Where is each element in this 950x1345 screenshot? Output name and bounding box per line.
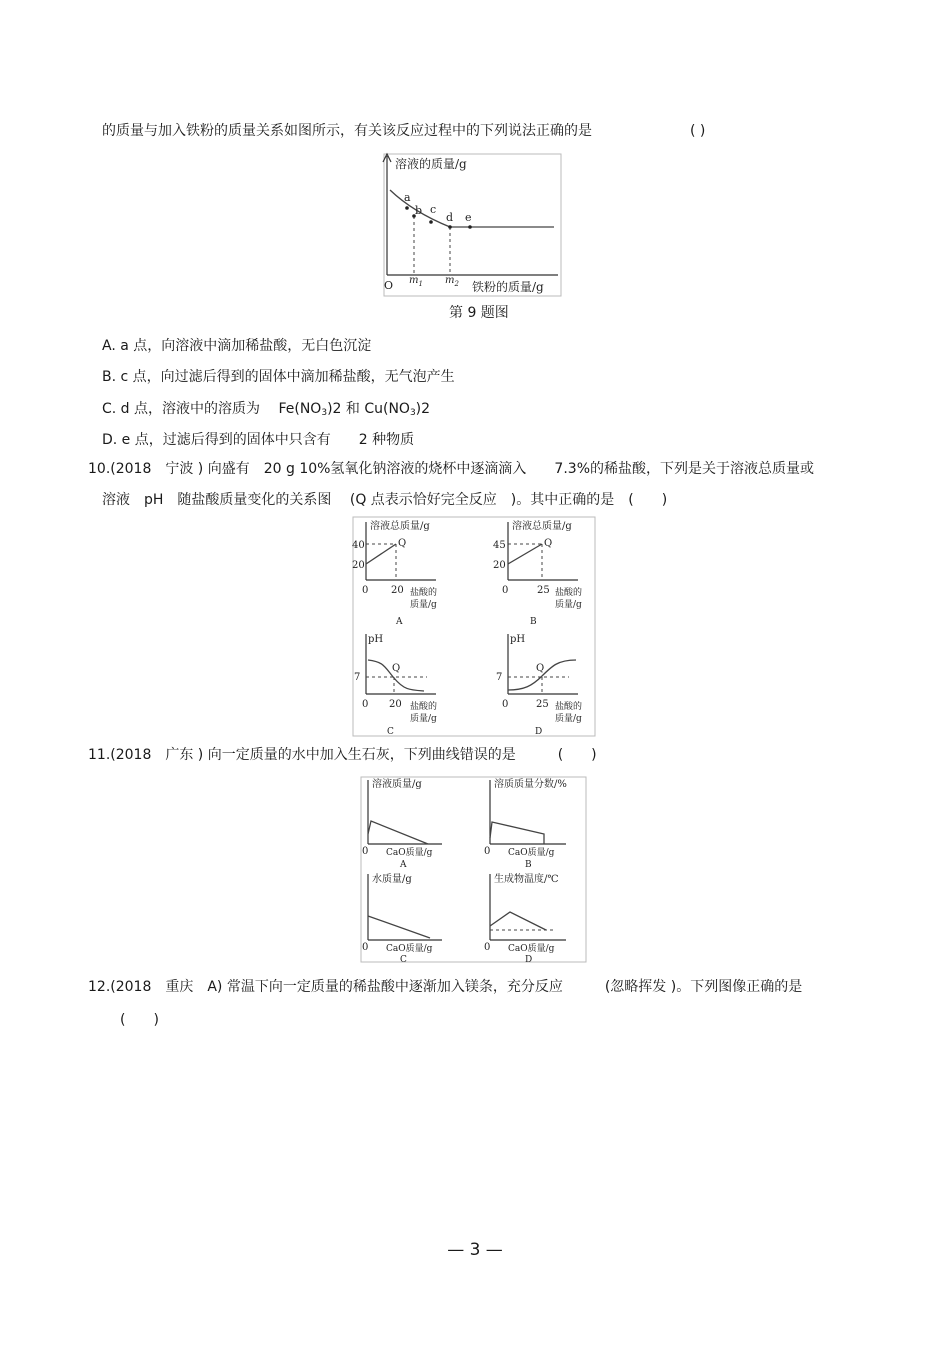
q11-stem: 11.(2018 广东 ) 向一定质量的水中加入生石灰，下列曲线错误的是 ( ) — [88, 747, 597, 763]
q12-stem-line1: 12.(2018 重庆 A) 常温下向一定质量的稀盐酸中逐渐加入镁条，充分反应 (忽略挥发 )。下列图像正确的是 — [88, 979, 803, 995]
svg-text:0: 0 — [362, 846, 369, 857]
page-number: — 3 — — [447, 1240, 503, 1260]
svg-text:0: 0 — [362, 942, 369, 953]
svg-text:B: B — [525, 860, 532, 870]
q9-label-b: b — [415, 204, 423, 217]
svg-text:0: 0 — [502, 699, 509, 710]
q11-figure — [360, 776, 588, 964]
svg-text:质量/g: 质量/g — [555, 714, 582, 724]
svg-text:Q: Q — [544, 538, 553, 549]
q9-point-c — [429, 220, 433, 224]
svg-text:盐酸的: 盐酸的 — [410, 588, 438, 598]
q9-point-e — [468, 225, 472, 229]
svg-text:盐酸的: 盐酸的 — [410, 702, 438, 712]
q9-answer-paren: ( ) — [690, 123, 706, 139]
svg-text:盐酸的: 盐酸的 — [555, 702, 583, 712]
svg-text:20: 20 — [352, 560, 365, 571]
svg-text:B: B — [530, 617, 537, 627]
q9-ylabel: 溶液的质量/g — [395, 157, 467, 171]
svg-text:溶液质量/g: 溶液质量/g — [372, 779, 422, 790]
q11-graph-d — [484, 872, 566, 965]
svg-text:7: 7 — [354, 672, 361, 683]
svg-text:水质量/g: 水质量/g — [372, 874, 412, 885]
svg-text:40: 40 — [352, 540, 365, 551]
svg-text:pH: pH — [510, 634, 526, 645]
q12-stem-line2: ( ) — [120, 1012, 159, 1028]
svg-text:45: 45 — [493, 540, 506, 551]
svg-text:0: 0 — [502, 585, 509, 596]
svg-text:溶液总质量/g: 溶液总质量/g — [512, 521, 572, 532]
q10-stem-line1: 10.(2018 宁波 ) 向盛有 20 g 10%氢氧化钠溶液的烧杯中逐滴滴入 7.3%的稀盐酸，下列是关于溶液总质量或 — [88, 461, 815, 477]
q9-origin: O — [384, 279, 394, 292]
q11-graph-b — [484, 777, 567, 870]
svg-text:pH: pH — [368, 634, 384, 645]
q10-graph-b — [493, 519, 582, 627]
q9-m1: $m_1$ — [409, 275, 423, 288]
svg-text:CaO质量/g: CaO质量/g — [386, 848, 433, 858]
svg-text:盐酸的: 盐酸的 — [555, 588, 583, 598]
q11-graph-c — [362, 872, 442, 965]
q9-option-d: D. e 点，过滤后得到的固体中只含有 2 种物质 — [102, 432, 415, 448]
svg-text:C: C — [387, 727, 394, 737]
svg-text:A: A — [400, 860, 407, 870]
q10-stem-line2: 溶液 pH 随盐酸质量变化的关系图 (Q 点表示恰好完全反应 )。其中正确的是 ( ) — [102, 492, 668, 508]
q11-graph-a — [362, 777, 442, 870]
svg-text:20: 20 — [389, 699, 402, 710]
q9-option-c: C. d 点，溶液中的溶质为 $Fe(NO_3)2$ 和 $Cu(NO_3)2$ — [102, 401, 431, 418]
svg-text:CaO质量/g: CaO质量/g — [508, 848, 555, 858]
svg-text:CaO质量/g: CaO质量/g — [508, 944, 555, 954]
svg-text:A: A — [396, 617, 403, 627]
svg-text:C: C — [400, 955, 407, 965]
q9-caption: 第 9 题图 — [449, 305, 509, 321]
svg-text:20: 20 — [391, 585, 404, 596]
q9-option-b: B. c 点，向过滤后得到的固体中滴加稀盐酸，无气泡产生 — [102, 369, 455, 385]
svg-text:Q: Q — [536, 663, 545, 674]
q9-label-c: c — [430, 203, 437, 216]
q9-intro: 的质量与加入铁粉的质量关系如图所示，有关该反应过程中的下列说法正确的是 — [102, 123, 592, 139]
q9-point-d — [448, 225, 452, 229]
q10-graph-a — [352, 519, 437, 627]
q9-figure — [378, 150, 578, 300]
q9-point-a — [405, 206, 409, 210]
svg-text:溶液总质量/g: 溶液总质量/g — [370, 521, 430, 532]
q9-label-a: a — [404, 191, 411, 204]
svg-text:溶质质量分数/%: 溶质质量分数/% — [494, 779, 567, 790]
q9-label-d: d — [446, 211, 454, 224]
svg-text:CaO质量/g: CaO质量/g — [386, 944, 433, 954]
svg-text:25: 25 — [536, 699, 549, 710]
svg-text:D: D — [525, 955, 533, 965]
svg-text:质量/g: 质量/g — [410, 714, 437, 724]
svg-text:质量/g: 质量/g — [555, 600, 582, 610]
q9-xlabel: 铁粉的质量/g — [472, 280, 544, 294]
svg-text:D: D — [535, 727, 543, 737]
q10-graph-c — [354, 634, 437, 737]
svg-text:生成物温度/℃: 生成物温度/℃ — [494, 874, 559, 885]
svg-text:0: 0 — [362, 585, 369, 596]
q10-figure — [352, 516, 597, 738]
svg-text:0: 0 — [484, 942, 491, 953]
svg-text:0: 0 — [484, 846, 491, 857]
q9-m2: $m_2$ — [445, 275, 459, 288]
svg-text:Q: Q — [398, 538, 407, 549]
svg-text:Q: Q — [392, 663, 401, 674]
svg-text:7: 7 — [496, 672, 503, 683]
q9-option-a: A. a 点，向溶液中滴加稀盐酸，无白色沉淀 — [102, 338, 372, 354]
svg-text:20: 20 — [493, 560, 506, 571]
q10-graph-d — [496, 634, 582, 737]
svg-text:25: 25 — [537, 585, 550, 596]
q9-label-e: e — [465, 211, 472, 224]
svg-text:质量/g: 质量/g — [410, 600, 437, 610]
svg-text:0: 0 — [362, 699, 369, 710]
